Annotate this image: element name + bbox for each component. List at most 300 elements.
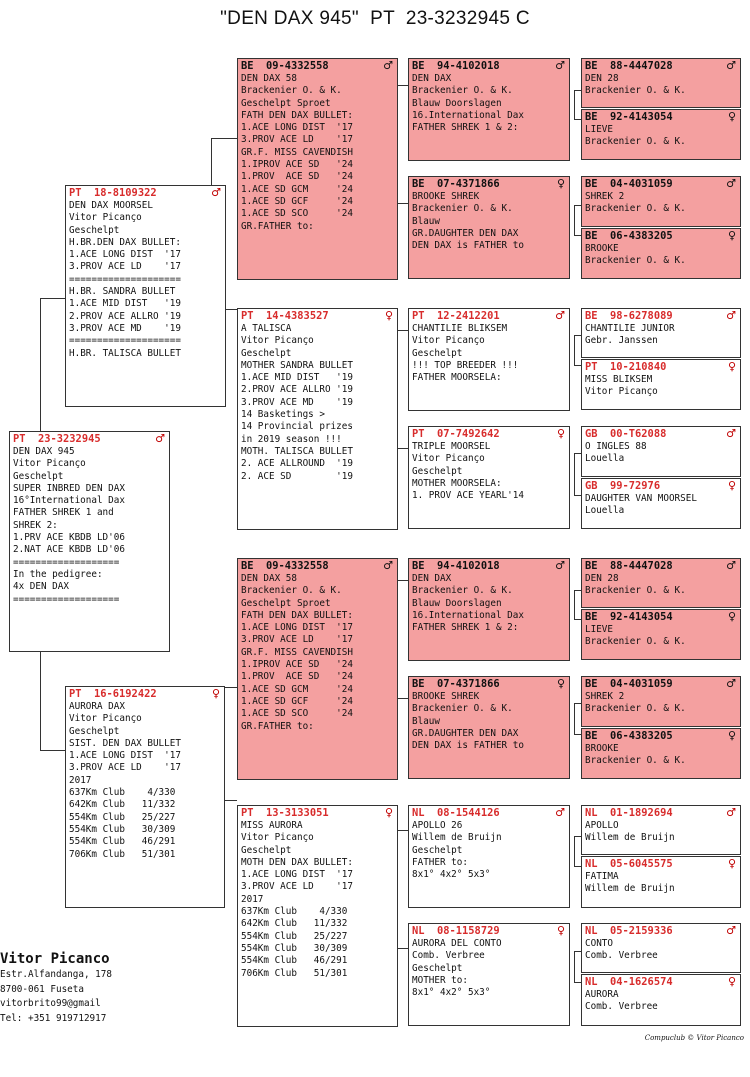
ring-number: PT 10-210840 <box>585 361 667 373</box>
card-line: Brackenier O. & K. <box>585 585 686 597</box>
card-line: 1.ACE SD SCO '24 <box>241 708 353 720</box>
card-line: Brackenier O. & K. <box>412 203 513 215</box>
ring-number: PT 18-8109322 <box>69 187 157 199</box>
card-line: 1.ACE SD GCF '24 <box>241 695 353 707</box>
card-line: DEN DAX 58 <box>241 73 297 84</box>
card-line: Geschelpt <box>412 465 463 477</box>
card-line: 3.PROV ACE MD '19 <box>69 322 181 334</box>
pigeon-card-dam-dam-dam[interactable] <box>408 923 570 1026</box>
male-icon: ♂ <box>383 559 393 572</box>
pigeon-card-sire-sire-dam[interactable] <box>408 176 570 279</box>
male-icon: ♂ <box>555 309 565 322</box>
pigeon-card-ssss[interactable] <box>581 58 741 108</box>
card-line: BROOKE SHREK <box>412 691 480 702</box>
card-line: FATHER SHREK 1 & 2: <box>412 122 519 134</box>
card-line: Willem de Bruijn <box>585 883 675 895</box>
ring-number: PT 07-7492642 <box>412 428 500 440</box>
card-line: Blauw Doorslagen <box>412 97 502 109</box>
connector <box>574 951 575 982</box>
connector <box>574 982 581 983</box>
card-line: FATIMA <box>585 871 619 882</box>
card-line: 1.ACE SD GCM '24 <box>241 683 353 695</box>
pigeon-card-dddd[interactable] <box>581 974 741 1026</box>
ring-number: GB 00-T62088 <box>585 428 667 440</box>
pigeon-card-sdsd[interactable] <box>581 359 741 410</box>
female-icon: ♀ <box>727 610 736 623</box>
card-line: =================== <box>13 556 120 568</box>
pigeon-card-dsss[interactable] <box>581 558 741 608</box>
pigeon-card-sssd[interactable] <box>581 109 741 160</box>
connector <box>574 453 581 454</box>
female-icon: ♀ <box>384 806 393 819</box>
connector <box>574 495 581 496</box>
card-line: 1.PROV ACE SD '24 <box>241 171 353 183</box>
card-line: DEN 28 <box>585 573 619 584</box>
connector <box>574 205 575 235</box>
card-line: Brackenier O. & K. <box>412 703 513 715</box>
card-line: 3.PROV ACE LD '17 <box>69 261 181 273</box>
card-line: DEN DAX 945 <box>13 446 75 457</box>
card-line: DEN DAX is FATHER to <box>412 740 524 752</box>
female-icon: ♀ <box>727 229 736 242</box>
card-line: SHREK 2: <box>13 519 58 531</box>
card-line: LIEVE <box>585 624 613 635</box>
card-line: Brackenier O. & K. <box>585 255 686 267</box>
connector <box>574 866 581 867</box>
card-line: Geschelpt Sproet <box>241 597 331 609</box>
connector <box>574 703 581 704</box>
card-line: 2. ACE SD '19 <box>241 470 353 482</box>
card-line: H.BR. TALISCA BULLET <box>69 347 181 359</box>
page-title: "DEN DAX 945" PT 23-3232945 C <box>220 8 530 29</box>
card-line: O INGLES 88 <box>585 441 647 452</box>
connector <box>397 698 408 699</box>
pigeon-card-dsdd[interactable] <box>581 728 741 779</box>
card-line: Geschelpt <box>69 725 120 737</box>
card-line: DEN DAX <box>412 573 452 584</box>
connector <box>40 750 65 751</box>
ring-number: BE 09-4332558 <box>241 60 329 72</box>
card-line: CHANTILIE JUNIOR <box>585 323 675 334</box>
ring-number: PT 13-3133051 <box>241 807 329 819</box>
card-line: 16°International Dax <box>13 495 125 507</box>
owner-phone: Tel: +351 919712917 <box>0 1012 107 1024</box>
card-line: =================== <box>13 593 120 605</box>
card-line: 2017 <box>241 893 264 905</box>
card-line: 554Km Club 46/291 <box>69 836 176 848</box>
ring-number: PT 16-6192422 <box>69 688 157 700</box>
pigeon-card-sire-sire-sire[interactable] <box>408 58 570 161</box>
card-line: APOLLO <box>585 820 619 831</box>
ring-number: NL 05-2159336 <box>585 925 673 937</box>
card-line: FATHER MOORSELA: <box>412 372 502 384</box>
ring-number: NL 08-1544126 <box>412 807 500 819</box>
pigeon-card-ddss[interactable] <box>581 805 741 855</box>
ring-number: PT 23-3232945 <box>13 433 101 445</box>
card-line: Geschelpt <box>241 844 292 856</box>
connector <box>574 335 581 336</box>
female-icon: ♀ <box>556 427 565 440</box>
connector <box>397 448 408 449</box>
male-icon: ♂ <box>726 559 736 572</box>
card-line: 16.International Dax <box>412 109 524 121</box>
card-line: Willem de Bruijn <box>412 832 502 844</box>
card-line: Willem de Bruijn <box>585 832 675 844</box>
card-line: DEN 28 <box>585 73 619 84</box>
ring-number: BE 04-4031059 <box>585 678 673 690</box>
card-line: 554Km Club 30/309 <box>69 823 176 835</box>
male-icon: ♂ <box>726 677 736 690</box>
card-line: 1.IPROV ACE SD '24 <box>241 659 353 671</box>
pigeon-card-sire[interactable] <box>65 185 226 407</box>
card-line: Brackenier O. & K. <box>412 85 513 97</box>
card-line: BROOKE SHREK <box>412 191 480 202</box>
owner-email: vitorbrito99@gmail <box>0 998 101 1009</box>
male-icon: ♂ <box>726 177 736 190</box>
female-icon: ♀ <box>211 687 220 700</box>
card-line: 554Km Club 46/291 <box>241 955 348 967</box>
connector <box>574 836 581 837</box>
card-line: LIEVE <box>585 124 613 135</box>
ring-number: PT 14-4383527 <box>241 310 329 322</box>
male-icon: ♂ <box>211 186 221 199</box>
card-line: 1.PRV ACE KBDB LD'06 <box>13 532 125 544</box>
card-line: AURORA <box>585 989 619 1000</box>
connector <box>40 298 41 431</box>
pigeon-card-dssd[interactable] <box>581 609 741 660</box>
ring-number: BE 94-4102018 <box>412 560 500 572</box>
connector <box>574 365 581 366</box>
card-line: DEN DAX MOORSEL <box>69 200 153 211</box>
card-line: CONTO <box>585 938 613 949</box>
card-line: GR.DAUGHTER DEN DAX <box>412 727 519 739</box>
card-line: Comb. Verbree <box>412 950 485 962</box>
card-line: FATH DEN DAX BULLET: <box>241 109 353 121</box>
card-line: AURORA DAX <box>69 701 125 712</box>
card-line: FATHER SHREK 1 & 2: <box>412 622 519 634</box>
card-line: 642Km Club 11/332 <box>69 799 176 811</box>
card-line: SUPER INBRED DEN DAX <box>13 482 125 494</box>
card-line: In the pedigree: <box>13 568 103 580</box>
pigeon-card-ddsd[interactable] <box>581 856 741 908</box>
card-line: Louella <box>585 453 625 465</box>
card-line: 4x DEN DAX <box>13 581 69 593</box>
card-line: Brackenier O. & K. <box>241 585 342 597</box>
card-line: !!! TOP BREEDER !!! <box>412 359 519 371</box>
owner-address: Estr.Alfandanga, 178 <box>0 969 112 980</box>
card-line: 554Km Club 30/309 <box>241 942 348 954</box>
connector <box>574 951 581 952</box>
connector <box>397 203 408 204</box>
ring-number: BE 88-4447028 <box>585 560 673 572</box>
footer-credit: Compuclub © Vitor Picanco <box>644 1034 744 1042</box>
card-line: MOTH DEN DAX BULLET: <box>241 856 353 868</box>
female-icon: ♀ <box>727 360 736 373</box>
ring-number: NL 08-1158729 <box>412 925 500 937</box>
card-line: MISS AURORA <box>241 820 303 831</box>
card-line: MOTH. TALISCA BULLET <box>241 445 353 457</box>
card-line: TRIPLE MOORSEL <box>412 441 491 452</box>
card-line: 14 Provincial prizes <box>241 421 353 433</box>
connector <box>574 703 575 734</box>
pigeon-card-subject[interactable] <box>9 431 170 652</box>
pigeon-card-sdds[interactable] <box>581 426 741 477</box>
card-line: Brackenier O. & K. <box>585 755 686 767</box>
connector <box>574 590 575 619</box>
card-line: Blauw <box>412 215 440 227</box>
card-line: MISS BLIKSEM <box>585 374 653 385</box>
male-icon: ♂ <box>555 559 565 572</box>
card-line: H.BR. SANDRA BULLET <box>69 286 176 298</box>
card-line: GR.FATHER to: <box>241 720 314 732</box>
connector <box>40 652 41 750</box>
card-line: 642Km Club 11/332 <box>241 918 348 930</box>
card-line: Brackenier O. & K. <box>585 85 686 97</box>
card-line: 1.ACE LONG DIST '17 <box>69 249 181 261</box>
pigeon-card-dam[interactable] <box>65 686 225 908</box>
card-line: 2.PROV ACE ALLRO '19 <box>69 310 181 322</box>
card-line: Vitor Picanço <box>412 453 485 465</box>
card-line: Comb. Verbree <box>585 1001 658 1013</box>
card-line: ==================== <box>69 335 181 347</box>
card-line: 554Km Club 25/227 <box>241 930 348 942</box>
ring-number: BE 92-4143054 <box>585 611 673 623</box>
male-icon: ♂ <box>555 806 565 819</box>
card-line: ==================== <box>69 273 181 285</box>
connector <box>574 119 581 120</box>
card-line: DEN DAX is FATHER to <box>412 240 524 252</box>
connector <box>211 138 237 139</box>
card-line: 1.ACE MID DIST '19 <box>241 372 353 384</box>
pigeon-card-sire-sire[interactable] <box>237 58 398 280</box>
connector <box>397 948 408 949</box>
connector <box>574 453 575 495</box>
female-icon: ♀ <box>727 110 736 123</box>
ring-number: BE 06-4383205 <box>585 230 673 242</box>
card-line: Geschelpt <box>13 470 64 482</box>
pigeon-card-dam-sire-sire[interactable] <box>408 558 570 661</box>
card-line: Brackenier O. & K. <box>585 203 686 215</box>
pigeon-card-dam-dam[interactable] <box>237 805 398 1027</box>
card-line: Geschelpt <box>412 844 463 856</box>
card-line: in 2019 season !!! <box>241 433 342 445</box>
connector <box>397 330 408 331</box>
female-icon: ♀ <box>727 975 736 988</box>
female-icon: ♀ <box>727 479 736 492</box>
card-line: AURORA DEL CONTO <box>412 938 502 949</box>
card-line: 1.ACE SD GCF '24 <box>241 195 353 207</box>
card-line: 1.PROV ACE SD '24 <box>241 671 353 683</box>
connector <box>574 836 575 866</box>
card-line: Vitor Picanço <box>13 458 86 470</box>
card-line: Vitor Picanço <box>412 335 485 347</box>
card-line: SHREK 2 <box>585 691 625 702</box>
pigeon-card-dam-sire-dam[interactable] <box>408 676 570 779</box>
card-line: 1.ACE SD GCM '24 <box>241 183 353 195</box>
card-line: GR.F. MISS CAVENDISH <box>241 146 353 158</box>
ring-number: NL 05-6045575 <box>585 858 673 870</box>
card-line: Vitor Picanço <box>241 335 314 347</box>
connector <box>574 619 581 620</box>
card-line: 706Km Club 51/301 <box>69 848 176 860</box>
owner-info <box>0 950 112 1026</box>
male-icon: ♂ <box>726 806 736 819</box>
ring-number: BE 98-6278089 <box>585 310 673 322</box>
card-line: DEN DAX 58 <box>241 573 297 584</box>
connector <box>397 830 408 831</box>
ring-number: NL 01-1892694 <box>585 807 673 819</box>
male-icon: ♂ <box>383 59 393 72</box>
connector <box>574 734 581 735</box>
ring-number: PT 12-2412201 <box>412 310 500 322</box>
card-line: 1. PROV ACE YEARL'14 <box>412 490 524 502</box>
female-icon: ♀ <box>384 309 393 322</box>
card-line: A TALISCA <box>241 323 292 334</box>
card-line: 554Km Club 25/227 <box>69 811 176 823</box>
card-line: DEN DAX <box>412 73 452 84</box>
card-line: 1.ACE SD SCO '24 <box>241 208 353 220</box>
card-line: 637Km Club 4/330 <box>69 787 176 799</box>
card-line: MOTHER SANDRA BULLET <box>241 359 353 371</box>
card-line: Louella <box>585 505 625 517</box>
connector <box>574 90 575 119</box>
connector <box>574 335 575 365</box>
card-line: GR.DAUGHTER DEN DAX <box>412 227 519 239</box>
pigeon-card-ddds[interactable] <box>581 923 741 973</box>
male-icon: ♂ <box>726 59 736 72</box>
card-line: Blauw Doorslagen <box>412 597 502 609</box>
connector <box>574 90 581 91</box>
card-line: APOLLO 26 <box>412 820 463 831</box>
card-line: FATH DEN DAX BULLET: <box>241 609 353 621</box>
card-line: MOTHER to: <box>412 974 468 986</box>
ring-number: NL 04-1626574 <box>585 976 673 988</box>
card-line: 1.ACE LONG DIST '17 <box>241 122 353 134</box>
card-line: 1.ACE LONG DIST '17 <box>241 869 353 881</box>
pigeon-card-sire-dam-dam[interactable] <box>408 426 570 529</box>
card-line: FATHER to: <box>412 856 468 868</box>
card-line: Vitor Picanço <box>241 832 314 844</box>
card-line: 1.ACE MID DIST '19 <box>69 298 181 310</box>
card-line: SHREK 2 <box>585 191 625 202</box>
card-line: 14 Basketings > <box>241 409 325 421</box>
card-line: 1.ACE LONG DIST '17 <box>69 750 181 762</box>
card-line: Brackenier O. & K. <box>585 136 686 148</box>
owner-name: Vitor Picanco <box>0 951 110 967</box>
male-icon: ♂ <box>726 309 736 322</box>
card-line: FATHER SHREK 1 and <box>13 507 114 519</box>
card-line: 3.PROV ACE LD '17 <box>241 881 353 893</box>
card-line: 1.IPROV ACE SD '24 <box>241 159 353 171</box>
card-line: 637Km Club 4/330 <box>241 906 348 918</box>
card-line: SIST. DEN DAX BULLET <box>69 737 181 749</box>
card-line: Geschelpt <box>69 224 120 236</box>
card-line: 8x1° 4x2° 5x3° <box>412 987 491 999</box>
card-line: Vitor Picanço <box>585 386 658 398</box>
card-line: Brackenier O. & K. <box>412 585 513 597</box>
card-line: 3.PROV ACE MD '19 <box>241 396 353 408</box>
connector <box>397 580 408 581</box>
card-line: 8x1° 4x2° 5x3° <box>412 869 491 881</box>
card-line: Brackenier O. & K. <box>241 85 342 97</box>
card-line: BROOKE <box>585 243 619 254</box>
card-line: CHANTILIE BLIKSEM <box>412 323 508 334</box>
owner-postcode: 8700-061 Fuseta <box>0 983 84 995</box>
ring-number: BE 09-4332558 <box>241 560 329 572</box>
female-icon: ♀ <box>727 857 736 870</box>
ring-number: BE 88-4447028 <box>585 60 673 72</box>
pigeon-card-sire-dam-sire[interactable] <box>408 308 570 411</box>
female-icon: ♀ <box>727 729 736 742</box>
ring-number: GB 99-72976 <box>585 480 661 492</box>
card-line: 2017 <box>69 774 92 786</box>
male-icon: ♂ <box>155 432 165 445</box>
card-line: 3.PROV ACE LD '17 <box>241 134 353 146</box>
female-icon: ♀ <box>556 177 565 190</box>
ring-number: BE 92-4143054 <box>585 111 673 123</box>
ring-number: BE 04-4031059 <box>585 178 673 190</box>
card-line: Geschelpt <box>412 347 463 359</box>
card-line: GR.F. MISS CAVENDISH <box>241 646 353 658</box>
male-icon: ♂ <box>555 59 565 72</box>
pigeon-card-ssds[interactable] <box>581 176 741 227</box>
card-line: 1.ACE LONG DIST '17 <box>241 622 353 634</box>
card-line: GR.FATHER to: <box>241 220 314 232</box>
pigeon-card-sire-dam[interactable] <box>237 308 398 530</box>
card-line: H.BR.DEN DAX BULLET: <box>69 236 181 248</box>
connector <box>574 590 581 591</box>
connector <box>40 298 65 299</box>
card-line: BROOKE <box>585 743 619 754</box>
connector <box>574 235 581 236</box>
male-icon: ♂ <box>726 924 736 937</box>
card-line: 2. ACE ALLROUND '19 <box>241 458 353 470</box>
card-line: Brackenier O. & K. <box>585 636 686 648</box>
card-line: Vitor Picanço <box>69 212 142 224</box>
pigeon-card-dam-dam-sire[interactable] <box>408 805 570 908</box>
card-line: Geschelpt <box>412 962 463 974</box>
pigeon-card-dsds[interactable] <box>581 676 741 727</box>
pigeon-card-dam-sire[interactable] <box>237 558 398 780</box>
card-line: Blauw <box>412 715 440 727</box>
connector <box>397 85 408 86</box>
card-line: Geschelpt <box>241 347 292 359</box>
female-icon: ♀ <box>556 924 565 937</box>
ring-number: BE 94-4102018 <box>412 60 500 72</box>
card-line: Brackenier O. & K. <box>585 703 686 715</box>
connector <box>574 205 581 206</box>
card-line: 3.PROV ACE LD '17 <box>69 762 181 774</box>
card-line: 3.PROV ACE LD '17 <box>241 634 353 646</box>
pigeon-card-ssdd[interactable] <box>581 228 741 279</box>
card-line: Vitor Picanço <box>69 713 142 725</box>
card-line: Geschelpt Sproet <box>241 97 331 109</box>
female-icon: ♀ <box>556 677 565 690</box>
card-line: Comb. Verbree <box>585 950 658 962</box>
pigeon-card-sdss[interactable] <box>581 308 741 358</box>
card-line: 16.International Dax <box>412 609 524 621</box>
card-line: MOTHER MOORSELA: <box>412 477 502 489</box>
male-icon: ♂ <box>726 427 736 440</box>
card-line: 2.PROV ACE ALLRO '19 <box>241 384 353 396</box>
ring-number: BE 07-4371866 <box>412 178 500 190</box>
ring-number: BE 06-4383205 <box>585 730 673 742</box>
card-line: 706Km Club 51/301 <box>241 967 348 979</box>
card-line: Gebr. Janssen <box>585 335 658 347</box>
card-line: DAUGHTER VAN MOORSEL <box>585 493 697 504</box>
card-line: 2.NAT ACE KBDB LD'06 <box>13 544 125 556</box>
pigeon-card-sddd[interactable] <box>581 478 741 529</box>
